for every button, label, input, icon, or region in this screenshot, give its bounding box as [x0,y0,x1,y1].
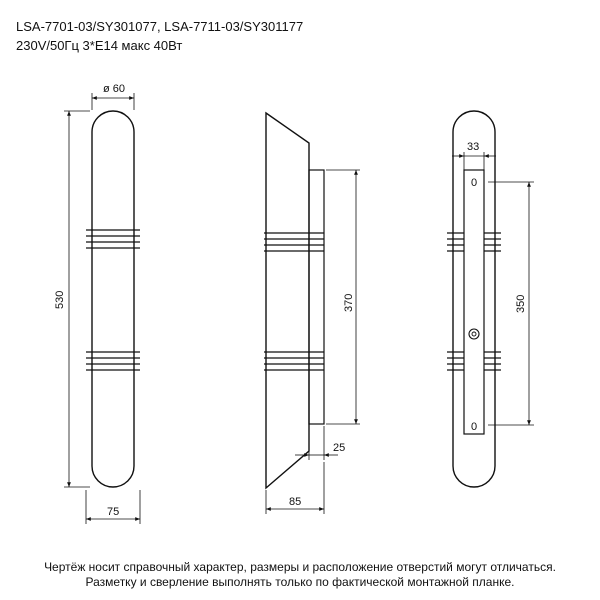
plate-height-label: 370 [343,293,355,312]
front-view [54,83,140,524]
plate-depth-label: 25 [333,442,346,454]
electrical-specs: 230V/50Гц 3*E14 макс 40Вт [16,38,183,53]
height-label: 530 [54,290,66,309]
hole-spacing-label: 350 [515,294,527,313]
width-label: 75 [107,506,120,518]
disclaimer-line-2: Разметку и сверление выполнять только по фактической монтажной планке. [85,575,515,589]
front-upper-rings [86,230,140,248]
back-upper-rings [447,233,501,251]
side-lower-rings [264,352,324,370]
plate-width-dimension [452,152,496,170]
side-view [264,113,360,514]
bottom-mounting-slot: 0 [471,421,478,433]
plate-depth-dimension [295,426,338,460]
model-numbers: LSA-7701-03/SY301077, LSA-7711-03/SY301177 [16,19,304,34]
front-lower-rings [86,352,140,370]
center-screw [469,329,479,339]
side-shade-outline [266,113,309,488]
back-lower-rings [447,352,501,370]
back-view [447,111,534,487]
top-mounting-slot: 0 [471,177,478,189]
diameter-dimension [92,93,134,110]
side-upper-rings [264,233,324,251]
back-mount-plate [464,170,484,434]
diameter-label: ø 60 [103,83,126,95]
depth-label: 85 [289,496,302,508]
height-dimension [64,111,90,487]
front-body-outline [92,111,134,487]
plate-width-label: 33 [467,141,480,153]
side-mount-plate [309,170,324,424]
disclaimer-line-1: Чертёж носит справочный характер, размеры и расположение отверстий могут отличаться. [44,560,556,574]
